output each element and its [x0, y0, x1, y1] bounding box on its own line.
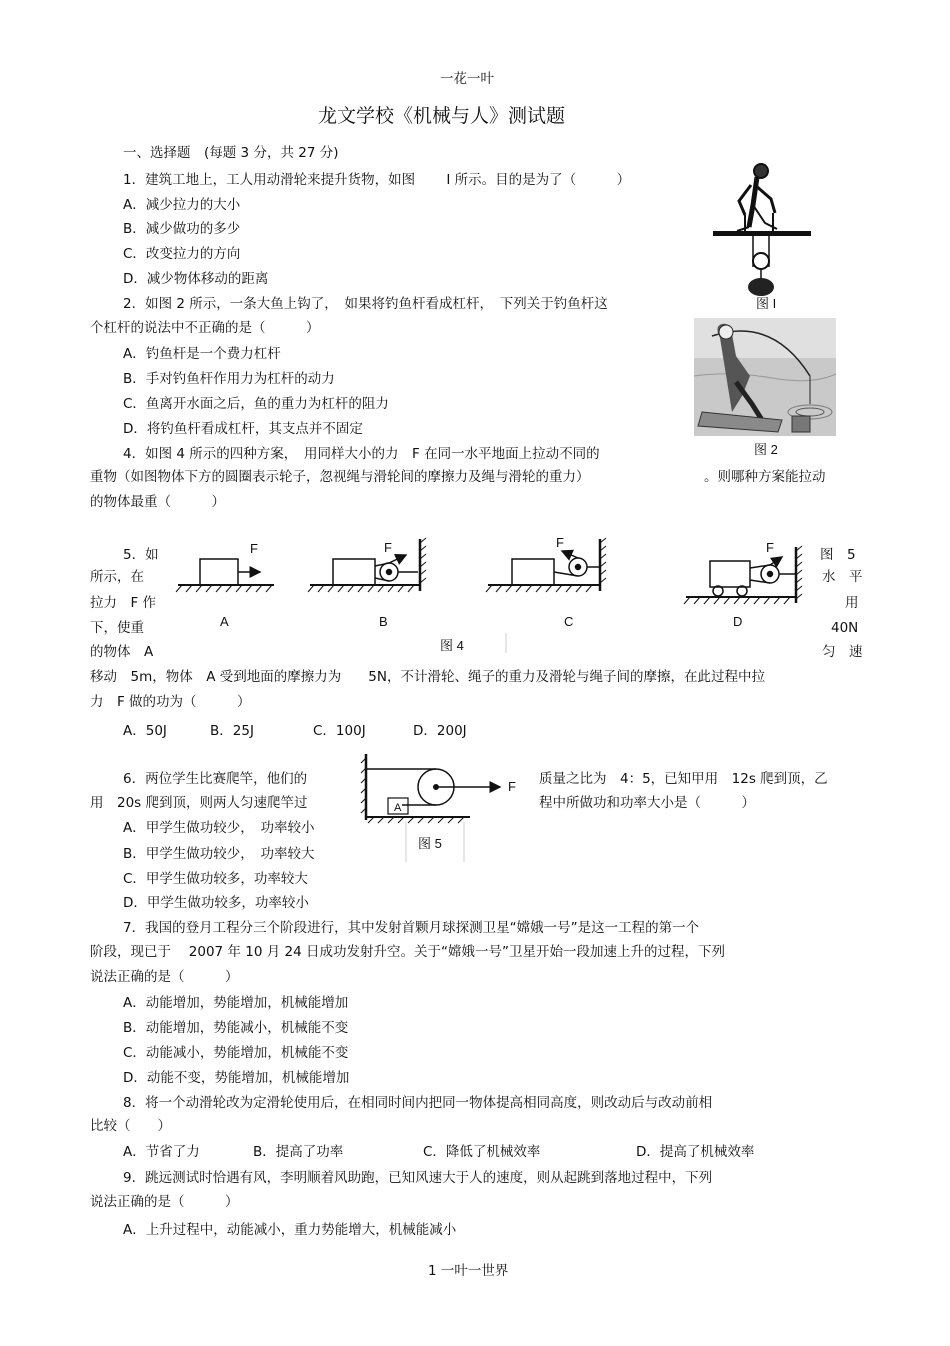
q5-text: 用 [845, 595, 859, 611]
q5-text: 所示，在 [90, 569, 144, 585]
force-label: F [384, 540, 392, 555]
q1-option: C．改变拉力的方向 [123, 246, 241, 262]
q1-stem: 1．建筑工地上，工人用动滑轮来提升货物，如图 I 所示。目的是为了（ ） [123, 172, 631, 188]
q8-option: B．提高了功率 [253, 1144, 344, 1160]
figure-2-fishing [692, 316, 838, 461]
q5-text: 图 5 [820, 547, 856, 563]
q2-option: C．鱼离开水面之后，鱼的重力为杠杆的阻力 [123, 396, 389, 412]
q2-stem: 个杠杆的说法中不正确的是（ ） [90, 320, 320, 336]
figure-4-caption: 图 4 [440, 638, 464, 653]
section-heading: 一、选择题 (每题 3 分，共 27 分) [123, 145, 339, 161]
setup-label: A [220, 614, 229, 629]
q2-option: B．手对钓鱼杆作用力为杠杆的动力 [123, 371, 335, 387]
q7-stem: 说法正确的是（ ） [90, 969, 239, 985]
page-header: 一花一叶 [440, 71, 494, 87]
q4-stem: 重物（如图物体下方的圆圈表示轮子，忽视绳与滑轮间的摩擦力及绳与滑轮的重力） [90, 469, 590, 485]
q4-stem: 。则哪种方案能拉动 [704, 469, 826, 485]
q4-stem: 的物体最重（ ） [90, 494, 225, 510]
force-label: F [556, 535, 564, 550]
q5-option: B．25J [210, 723, 254, 739]
q8-option: D．提高了机械效率 [636, 1144, 755, 1160]
force-label: F [250, 541, 258, 556]
q7-option: B．动能增加，势能减小，机械能不变 [123, 1020, 349, 1036]
q6-stem: 6．两位学生比赛爬竿，他们的 [123, 771, 308, 787]
q8-option: C．降低了机械效率 [423, 1144, 541, 1160]
q9-stem: 9．跳远测试时恰遇有风，李明顺着风助跑，已知风速大于人的速度，则从起跳到落地过程中，下列 [123, 1170, 713, 1186]
force-label: F [508, 779, 516, 794]
q5-text: 40N [831, 620, 859, 636]
q6-option: C．甲学生做功较多，功率较大 [123, 871, 308, 887]
q2-stem: 2．如图 2 所示，一条大鱼上钩了， 如果将钓鱼杆看成杠杆， 下列关于钓鱼杆这 [123, 296, 608, 312]
q7-stem: 阶段，现已于 2007 年 10 月 24 日成功发射升空。关于“嫦娥一号”卫星开始一段加速上升的过程，下列 [90, 944, 725, 960]
q6-option: D．甲学生做功较多，功率较小 [123, 895, 309, 911]
q7-option: D．动能不变，势能增加，机械能增加 [123, 1070, 350, 1086]
q8-stem: 比较（ ） [90, 1118, 171, 1134]
q5-text: 5．如 [123, 547, 159, 563]
q1-option: A．减少拉力的大小 [123, 197, 241, 213]
q5-text: 下，使重 [90, 620, 144, 636]
figure-5-caption: 图 5 [418, 836, 442, 851]
page-title: 龙文学校《机械与人》测试题 [318, 105, 566, 127]
q7-option: C．动能减小，势能增加，机械能不变 [123, 1045, 349, 1061]
figure-4-setups [170, 535, 810, 655]
q6-stem: 用 20s 爬到顶，则两人匀速爬竿过 [90, 795, 308, 811]
q6-option: A．甲学生做功较少， 功率较小 [123, 820, 315, 836]
setup-label: C [564, 614, 574, 629]
figure-5-pulley [360, 750, 520, 868]
force-label: F [766, 540, 774, 555]
q5-option: A．50J [123, 723, 167, 739]
q2-option: D．将钓鱼杆看成杠杆，其支点并不固定 [123, 421, 363, 437]
block-label: A [394, 802, 402, 814]
q8-stem: 8．将一个动滑轮改为定滑轮使用后，在相同时间内把同一物体提高相同高度，则改动后与改动前相 [123, 1095, 713, 1111]
q5-option: D．200J [413, 723, 467, 739]
q4-stem: 4．如图 4 所示的四种方案， 用同样大小的力 F 在同一水平地面上拉动不同的 [123, 446, 600, 462]
q8-option: A．节省了力 [123, 1144, 200, 1160]
q5-text: 的物体 A [90, 644, 154, 660]
q7-stem: 7．我国的登月工程分三个阶段进行，其中发射首颗月球探测卫星“嫦娥一号”是这一工程的第一个 [123, 920, 700, 936]
q5-option: C．100J [313, 723, 366, 739]
q5-text: 匀 速 [822, 644, 863, 660]
q5-text: 拉力 F 作 [90, 595, 157, 611]
q1-option: B．减少做功的多少 [123, 221, 241, 237]
setup-label: B [379, 614, 388, 629]
figure-2-caption: 图 2 [754, 442, 778, 457]
q6-option: B．甲学生做功较少， 功率较大 [123, 846, 315, 862]
page-footer: 1 一叶一世界 [428, 1263, 509, 1279]
q9-option: A．上升过程中，动能减小，重力势能增大，机械能减小 [123, 1222, 457, 1238]
q9-stem: 说法正确的是（ ） [90, 1194, 239, 1210]
q7-option: A．动能增加，势能增加，机械能增加 [123, 995, 349, 1011]
figure-1-caption: 图 I [756, 296, 777, 311]
q6-stem: 质量之比为 4：5，已知甲用 12s 爬到顶，乙 [539, 771, 828, 787]
setup-label: D [733, 614, 743, 629]
q5-text: 力 F 做的功为（ ） [90, 694, 251, 710]
q5-text: 水 平 [822, 569, 863, 585]
q2-option: A．钓鱼杆是一个费力杠杆 [123, 346, 281, 362]
figure-1-worker-pulley [705, 155, 815, 315]
q1-option: D．减少物体移动的距离 [123, 271, 269, 287]
q6-stem: 程中所做功和功率大小是（ ） [539, 795, 755, 811]
q5-text: 移动 5m，物体 A 受到地面的摩擦力为 5N，不计滑轮、绳子的重力及滑轮与绳子间的摩擦，在此过程中拉 [90, 669, 765, 685]
